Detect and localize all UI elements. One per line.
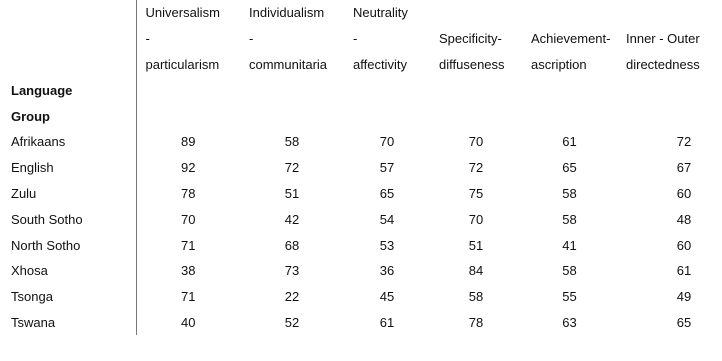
column-header-3-line1: Neutrality bbox=[353, 5, 408, 21]
table-cell-value: 38 bbox=[181, 263, 196, 279]
row-label-language-group: Tswana bbox=[11, 310, 136, 336]
table-cell-value: 75 bbox=[468, 185, 484, 201]
table-cell-value: 58 bbox=[468, 289, 484, 305]
table-cell-value: 51 bbox=[468, 237, 484, 253]
table-cell-value: 84 bbox=[468, 263, 484, 279]
table-row bbox=[11, 258, 722, 284]
column-header-5-line3: ascription bbox=[531, 56, 587, 72]
table-row bbox=[11, 129, 722, 155]
table-cell-value: 72 bbox=[468, 160, 484, 176]
table-cell-value: 68 bbox=[284, 237, 300, 253]
column-header-1-line3: particularism bbox=[145, 56, 220, 72]
table-cell-value: 45 bbox=[379, 289, 395, 305]
row-label-language-group: Zulu bbox=[11, 181, 136, 207]
table-cell-value: 78 bbox=[181, 185, 196, 201]
table-cell-value: 63 bbox=[562, 314, 577, 330]
table-body bbox=[11, 129, 722, 335]
column-header-2-line3: communitaria bbox=[249, 56, 328, 72]
table-cell-value: 57 bbox=[379, 160, 395, 176]
table-cell-value: 72 bbox=[284, 160, 300, 176]
table-cell-value: 60 bbox=[676, 237, 692, 253]
row-header-title-row-2 bbox=[11, 103, 722, 129]
row-header-title-row-1 bbox=[11, 77, 722, 103]
table-cell-value: 40 bbox=[181, 314, 196, 330]
table-cell-value: 61 bbox=[379, 314, 395, 330]
table-cell-value: 72 bbox=[676, 134, 692, 150]
column-header-6-line1 bbox=[617, 0, 722, 26]
column-header-1-line1: Universalism bbox=[145, 5, 220, 21]
row-label-language-group: Tsonga bbox=[11, 284, 136, 310]
table-cell-value: 61 bbox=[676, 263, 692, 279]
header-row-3 bbox=[11, 52, 722, 78]
table-cell-value: 65 bbox=[379, 185, 395, 201]
table-cell-value: 36 bbox=[379, 263, 395, 279]
table-cell-value: 71 bbox=[181, 237, 196, 253]
column-header-2-line1: Individualism bbox=[249, 5, 325, 21]
column-header-4-line2: Specificity- bbox=[439, 31, 502, 47]
row-label-language-group: South Sotho bbox=[11, 206, 136, 232]
table-cell-value: 65 bbox=[562, 160, 577, 176]
header-corner-cell bbox=[11, 0, 136, 26]
header-row-2 bbox=[11, 26, 722, 52]
table-cell-value: 65 bbox=[676, 314, 692, 330]
table-cell-value: 48 bbox=[676, 211, 692, 227]
header-corner-cell bbox=[11, 52, 136, 78]
header-corner-cell bbox=[11, 26, 136, 52]
table-cell-value: 58 bbox=[284, 134, 300, 150]
table-cell-value: 70 bbox=[379, 134, 395, 150]
table-cell-value: 70 bbox=[468, 134, 484, 150]
row-label-language-group: Afrikaans bbox=[11, 129, 136, 155]
column-header-6-line3: directedness bbox=[626, 56, 700, 72]
header-row-1 bbox=[11, 0, 722, 26]
table-cell-value: 49 bbox=[676, 289, 692, 305]
table-cell-value: 67 bbox=[676, 160, 692, 176]
table-cell-value: 58 bbox=[562, 185, 577, 201]
table-cell-value: 58 bbox=[562, 211, 577, 227]
table-cell-value: 60 bbox=[676, 185, 692, 201]
table-cell-value: 71 bbox=[181, 289, 196, 305]
table-cell-value: 54 bbox=[379, 211, 395, 227]
column-header-5-line2: Achievement- bbox=[531, 31, 611, 47]
table-cell-value: 55 bbox=[562, 289, 577, 305]
table-cell-value: 58 bbox=[562, 263, 577, 279]
column-header-1-line2: - bbox=[145, 31, 150, 47]
table-row bbox=[11, 232, 722, 258]
column-header-5-line1 bbox=[522, 0, 617, 26]
language-group-table bbox=[11, 0, 722, 335]
table-row bbox=[11, 181, 722, 207]
table-cell-value: 42 bbox=[284, 211, 300, 227]
table-cell-value: 73 bbox=[284, 263, 300, 279]
column-header-4-line1 bbox=[430, 0, 522, 26]
table-cell-value: 89 bbox=[181, 134, 196, 150]
table-cell-value: 53 bbox=[379, 237, 395, 253]
table-row bbox=[11, 310, 722, 336]
column-header-3-line2: - bbox=[353, 31, 358, 47]
row-label-language-group: English bbox=[11, 155, 136, 181]
row-label-language-group: North Sotho bbox=[11, 232, 136, 258]
column-header-3-line3: affectivity bbox=[353, 56, 407, 72]
table-row bbox=[11, 284, 722, 310]
column-header-4-line3: diffuseness bbox=[439, 56, 505, 72]
table-cell-value: 51 bbox=[284, 185, 300, 201]
table-cell-value: 92 bbox=[181, 160, 196, 176]
row-label-language-group: Xhosa bbox=[11, 258, 136, 284]
table-cell-value: 70 bbox=[181, 211, 196, 227]
column-header-6-line2: Inner - Outer bbox=[626, 31, 700, 47]
column-header-2-line2: - bbox=[249, 31, 254, 47]
table-cell-value: 41 bbox=[562, 237, 577, 253]
row-header-title-group: Group bbox=[11, 103, 136, 129]
table-cell-value: 22 bbox=[284, 289, 300, 305]
table-cell-value: 78 bbox=[468, 314, 484, 330]
table-cell-value: 70 bbox=[468, 211, 484, 227]
row-header-title-language: Language bbox=[11, 77, 136, 103]
table-row bbox=[11, 155, 722, 181]
table-cell-value: 52 bbox=[284, 314, 300, 330]
table-row bbox=[11, 206, 722, 232]
table-cell-value: 61 bbox=[562, 134, 577, 150]
